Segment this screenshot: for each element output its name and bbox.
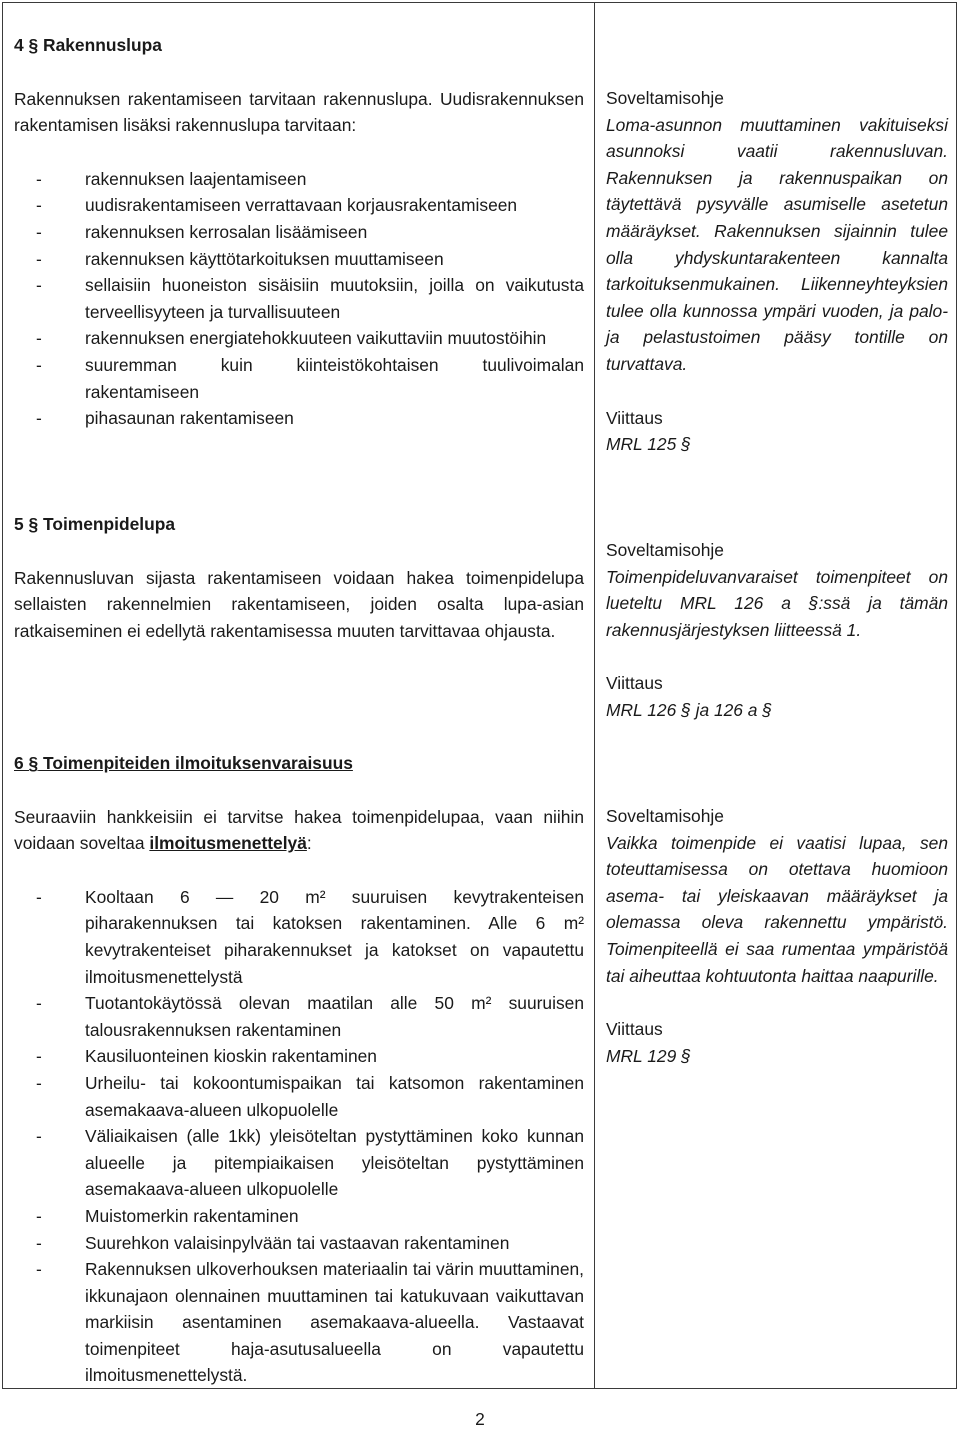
list-item: - sellaisiin huoneiston sisäisiin muutoksiin, joilla on vaikutusta terveellisyyteen ja turvallisuuteen (14, 272, 584, 325)
reference-label: Viittaus (606, 1019, 663, 1040)
section-6 (14, 750, 584, 1389)
reference-text: MRL 126 § ja 126 a § (606, 699, 772, 720)
reference-text: MRL 125 § (606, 434, 691, 455)
reference-label: Viittaus (606, 407, 663, 428)
guide-label: Soveltamisohje (606, 806, 724, 826)
list-item: - Kausiluonteinen kioskin rakentaminen (14, 1043, 584, 1070)
list-item: - Suurehkon valaisinpylvään tai vastaavan rakentaminen (14, 1230, 584, 1257)
column-divider (594, 2, 595, 1389)
list-item: - rakennuksen kerrosalan lisäämiseen (14, 219, 584, 246)
list-item: - rakennuksen energiatehokkuuteen vaikuttaviin muutostöihin (14, 325, 584, 352)
list-item: - Muistomerkin rakentaminen (14, 1203, 584, 1230)
section-6-intro: Seuraaviin hankkeisiin ei tarvitse hakea toimenpidelupaa, vaan niihin voidaan soveltaa ilmoitusmenettelyä: (14, 806, 584, 854)
section-6-list (14, 884, 584, 1389)
section-6-notes (606, 803, 948, 1069)
guide-label: Soveltamisohje (606, 540, 724, 560)
list-item: - Kooltaan 6 — 20 m² suuruisen kevytrakenteisen piharakennuksen tai katoksen rakentaminen. Alle 6 m² kevytrakenteiset piharakennukset ja katokset on vapautettu ilmoitusmenettelystä (14, 884, 584, 990)
section-4 (14, 32, 584, 432)
section-4-heading: 4 § Rakennuslupa (14, 35, 162, 55)
reference-label: Viittaus (606, 673, 663, 694)
guide-text: Loma-asunnon muuttaminen vakituiseksi asunnoksi vaatii rakennusluvan. Rakennuksen ja rakennuspaikan on täytettävä pysyvälle asumiselle asetetun määräykset. Rakennuksen sijainnin tulee olla yhdyskuntarakenteen kannalta tarkoituksenmukainen. Liikenneyhteyksien tulee olla kunnossa ympäri vuoden, ja palo- ja pelastustoimen pääsy tontille on turvattava. (606, 114, 948, 374)
list-item: - Tuotantokäytössä olevan maatilan alle 50 m² suuruisen talousrakennuksen rakentaminen (14, 990, 584, 1043)
section-6-heading: 6 § Toimenpiteiden ilmoituksenvaraisuus (14, 753, 353, 773)
list-item: - rakennuksen laajentamiseen (14, 166, 584, 193)
list-item: - Urheilu- tai kokoontumispaikan tai katsomon rakentaminen asemakaava-alueen ulkopuolelle (14, 1070, 584, 1123)
section-4-intro: Rakennuksen rakentamiseen tarvitaan rakennuslupa. Uudisrakennuksen rakentamisen lisäksi rakennuslupa tarvitaan: (14, 88, 584, 136)
guide-text: Vaikka toimenpide ei vaatisi lupaa, sen toteuttamisessa on otettava huomioon asema- tai yleiskaavan määräykset ja olemassa oleva rakennettu ympäristö. Toimenpiteellä ei saa rumentaa ympäristöä tai aiheuttaa kohtuutonta haittaa naapurille. (606, 832, 948, 986)
section-5-heading: 5 § Toimenpidelupa (14, 514, 176, 534)
guide-label: Soveltamisohje (606, 88, 724, 108)
section-4-list (14, 166, 584, 432)
list-item: - suuremman kuin kiinteistökohtaisen tuulivoimalan rakentamiseen (14, 352, 584, 405)
section-4-notes (606, 85, 948, 458)
reference-text: MRL 129 § (606, 1045, 691, 1066)
page-number: 2 (475, 1409, 485, 1429)
list-item: - Rakennuksen ulkoverhouksen materiaalin tai värin muuttaminen, ikkunajaon olennainen muuttaminen tai katukuvaan vaikuttavan markiisin asentaminen asemakaava-alueella. Vastaavat toimenpiteet haja-asutusalueella on vapautettu ilmoitusmenettelystä. (14, 1256, 584, 1389)
list-item: - rakennuksen käyttötarkoituksen muuttamiseen (14, 246, 584, 273)
guide-text: Toimenpideluvanvaraiset toimenpiteet on lueteltu MRL 126 a §:ssä ja tämän rakennusjärjestyksen liitteessä 1. (606, 566, 948, 640)
list-item: - Väliaikaisen (alle 1kk) yleisöteltan pystyttäminen koko kunnan alueelle ja pitempiaikaisen yleisöteltan pystyttäminen asemakaava-alueen ulkopuolelle (14, 1123, 584, 1203)
list-item: - pihasaunan rakentamiseen (14, 405, 584, 432)
section-5-notes (606, 537, 948, 724)
list-item: - uudisrakentamiseen verrattavaan korjausrakentamiseen (14, 192, 584, 219)
section-5-body: Rakennusluvan sijasta rakentamiseen voidaan hakea toimenpidelupa sellaisten rakennelmien rakentamiseen, joiden osalta lupa-asian ratkaiseminen ei edellytä rakentamisessa muuten tarvittavaa ohjausta. (14, 567, 584, 641)
section-5 (14, 511, 584, 644)
